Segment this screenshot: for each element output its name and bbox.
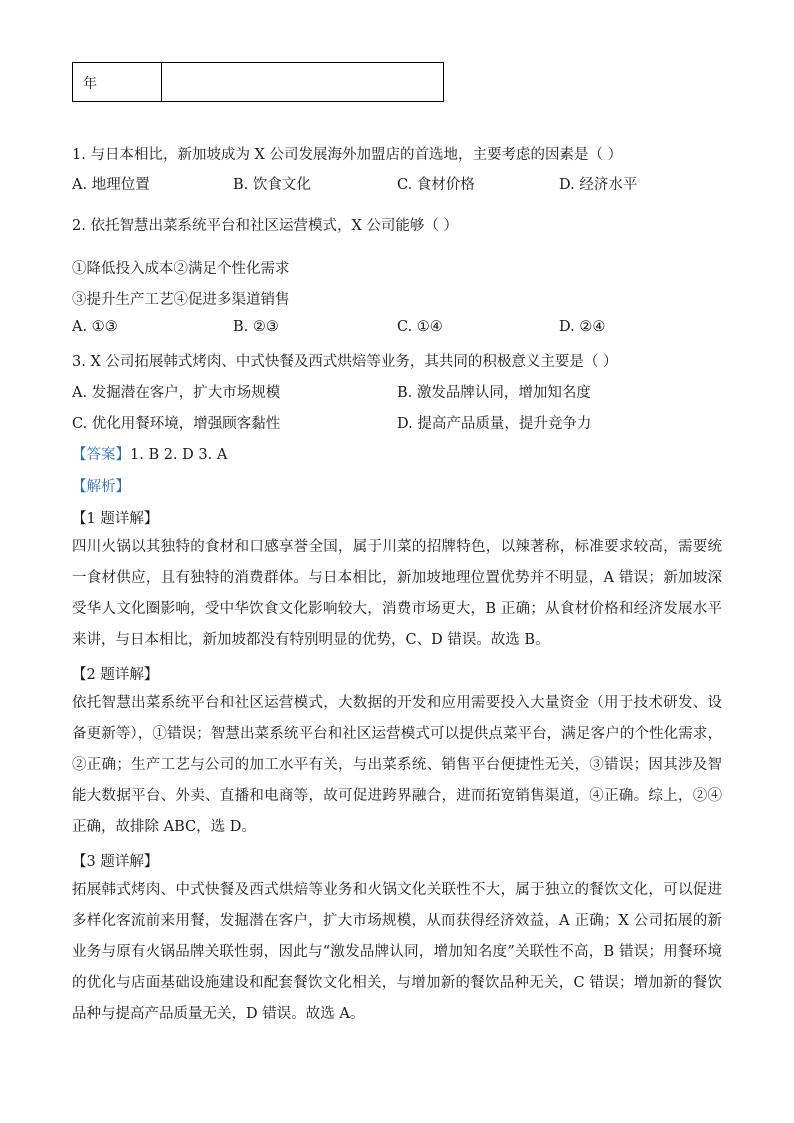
q1-stem: 1. 与日本相比，新加坡成为 X 公司发展海外加盟店的首选地，主要考虑的因素是（ ） bbox=[72, 147, 623, 163]
answer-label: 【答案】 bbox=[72, 447, 130, 463]
q3-option-a: A. 发掘潜在客户，扩大市场规模 bbox=[72, 385, 281, 401]
q2-option-c: C. ①④ bbox=[397, 319, 443, 335]
answer-line bbox=[72, 443, 227, 464]
header-table bbox=[72, 62, 444, 102]
detail2-title: 【2 题详解】 bbox=[72, 667, 159, 683]
q2-choice-line-1: ①降低投入成本②满足个性化需求 bbox=[72, 261, 290, 277]
q2-option-a: A. ①③ bbox=[72, 319, 118, 335]
q1-option-c: C. 食材价格 bbox=[397, 177, 475, 193]
q1-option-b: B. 饮食文化 bbox=[233, 177, 311, 193]
q3-option-d: D. 提高产品质量，提升竞争力 bbox=[397, 416, 592, 432]
table-label-cell bbox=[73, 63, 162, 101]
q2-choice-line-2: ③提升生产工艺④促进多渠道销售 bbox=[72, 292, 290, 308]
detail3-title: 【3 题详解】 bbox=[72, 854, 159, 870]
q3-stem: 3. X 公司拓展韩式烤肉、中式快餐及西式烘焙等业务，其共同的积极意义主要是（ ） bbox=[72, 354, 618, 370]
q3-option-b: B. 激发品牌认同，增加知名度 bbox=[397, 385, 591, 401]
table-label: 年 bbox=[83, 76, 97, 92]
detail1-title: 【1 题详解】 bbox=[72, 511, 159, 527]
detail1-text: 四川火锅以其独特的食材和口感享誉全国，属于川菜的招牌特色，以辣著称，标准要求较高，需要统一食材供应，且有独特的消费群体。与日本相比，新加坡地理位置优势并不明显，A 错误；新加坡深受华人文化圈影响，受中华饮食文化影响较大，消费市场更大，B 正确；从食材价格和经济发展水平来讲，与日本相比，新加坡都没有特别明显的优势，C、D 错误。故选 B。 bbox=[72, 539, 722, 648]
q2-option-b: B. ②③ bbox=[233, 319, 279, 335]
q1-option-d: D. 经济水平 bbox=[559, 177, 638, 193]
analysis-label: 【解析】 bbox=[72, 479, 130, 495]
q1-option-a: A. 地理位置 bbox=[72, 177, 150, 193]
detail2-text: 依托智慧出菜系统平台和社区运营模式，大数据的开发和应用需要投入大量资金（用于技术研发、设备更新等），①错误；智慧出菜系统平台和社区运营模式可以提供点菜平台，满足客户的个性化需求，②正确；生产工艺与公司的加工水平有关，与出菜系统、销售平台便捷性无关，③错误；因其涉及智能大数据平台、外卖、直播和电商等，故可促进跨界融合，进而拓宽销售渠道，④正确。综上，②④正确，故排除 ABC，选 D。 bbox=[72, 695, 722, 835]
q2-stem: 2. 依托智慧出菜系统平台和社区运营模式，X 公司能够（ ） bbox=[72, 218, 458, 234]
detail3-text: 拓展韩式烤肉、中式快餐及西式烘焙等业务和火锅文化关联性不大，属于独立的餐饮文化，可以促进多样化客流前来用餐，发掘潜在客户，扩大市场规模，从而获得经济效益，A 正确；X 公司拓展的新业务与原有火锅品牌关联性弱，因此与“激发品牌认同，增加知名度”关联性不高，B 错误；用餐环境的优化与店面基础设施建设和配套餐饮文化相关，与增加新的餐饮品种无关，C 错误；增加新的餐饮品种与提高产品质量无关，D 错误。故选 A。 bbox=[72, 882, 722, 1022]
q2-option-d: D. ②④ bbox=[559, 319, 606, 335]
q3-option-c: C. 优化用餐环境，增强顾客黏性 bbox=[72, 416, 281, 432]
answer-text: 1. B 2. D 3. A bbox=[130, 447, 228, 463]
